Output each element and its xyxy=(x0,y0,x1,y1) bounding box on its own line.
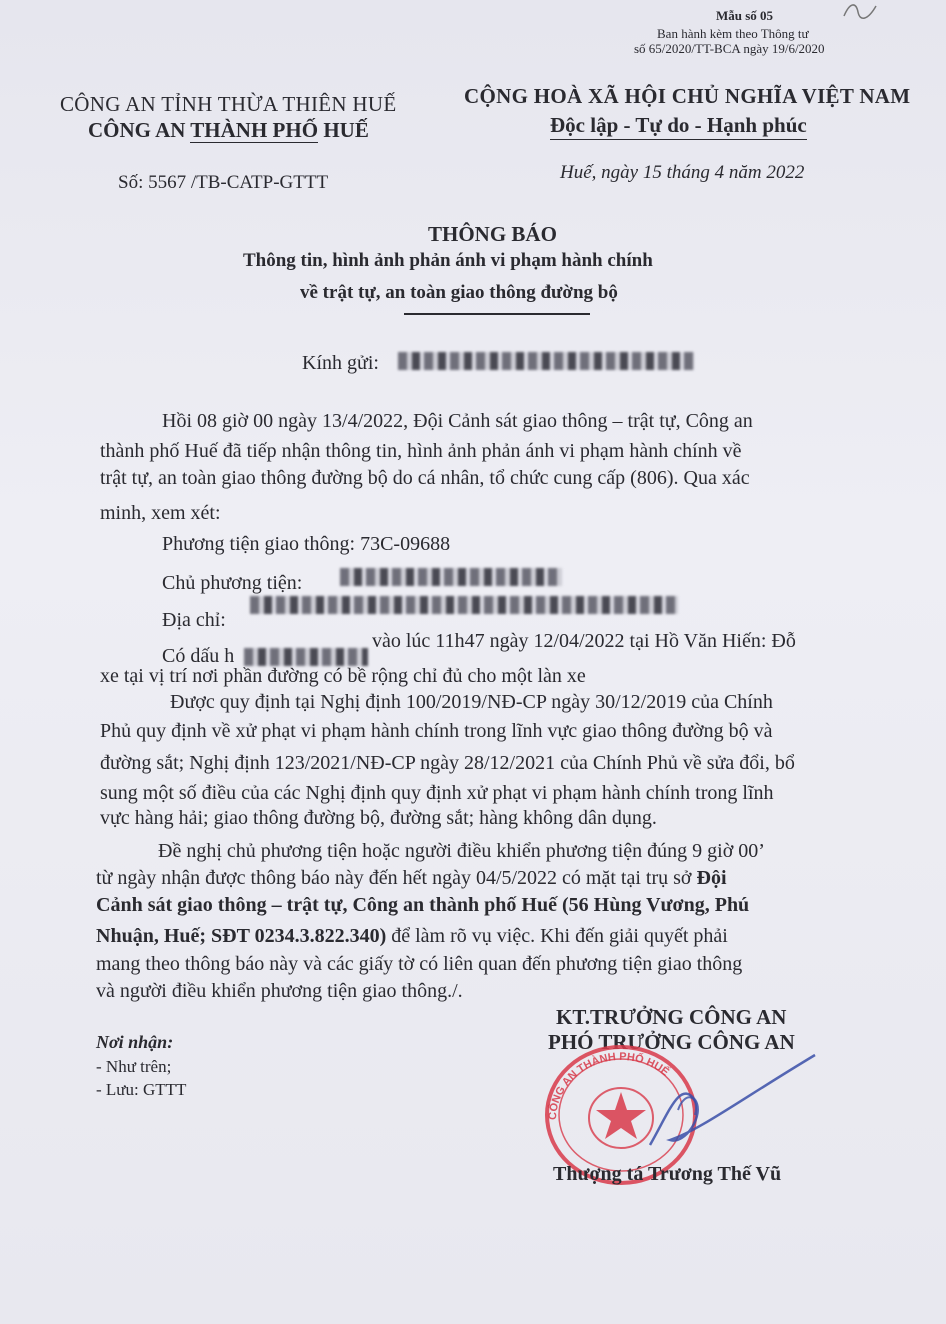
signature-title-2: PHÓ TRƯỞNG CÔNG AN xyxy=(548,1030,795,1054)
paragraph-3-line: Đề nghị chủ phương tiện hoặc người điều khiển phương tiện đúng 9 giờ 00’ xyxy=(158,840,765,862)
recipient-label: Kính gửi: xyxy=(302,352,379,374)
violation-line-end: vào lúc 11h47 ngày 12/04/2022 tại Hồ Văn Hiến: Đỗ xyxy=(372,630,796,652)
recipients-heading: Nơi nhận: xyxy=(96,1032,174,1052)
form-number: Mẫu số 05 xyxy=(716,8,774,23)
agency-name-underlined: THÀNH PHỐ xyxy=(190,118,319,142)
paragraph-2-line: Phủ quy định về xử phạt vi phạm hành chính trong lĩnh vực giao thông đường bộ và xyxy=(100,720,773,742)
paragraph-1-line: Hồi 08 giờ 00 ngày 13/4/2022, Đội Cảnh sát giao thông – trật tự, Công an xyxy=(162,410,753,432)
redacted-address xyxy=(250,596,678,614)
owner-label: Chủ phương tiện: xyxy=(162,572,303,594)
violation-description: xe tại vị trí nơi phần đường có bề rộng chỉ đủ cho một làn xe xyxy=(100,665,586,687)
paragraph-3-line: và người điều khiển phương tiện giao thông./. xyxy=(96,980,463,1002)
seal-text: CÔNG AN THÀNH PHỐ HUẾ xyxy=(546,1050,672,1121)
document-number: Số: 5567 /TB-CATP-GTTT xyxy=(118,172,329,193)
paragraph-3-line xyxy=(96,867,727,890)
paragraph-3-line xyxy=(96,925,728,948)
parent-agency: CÔNG AN TỈNH THỪA THIÊN HUẾ xyxy=(60,92,397,116)
paragraph-1-line: minh, xem xét: xyxy=(100,502,221,524)
redacted-recipient xyxy=(398,352,694,370)
recipient-item: - Như trên; xyxy=(96,1057,172,1076)
subtitle-underline xyxy=(404,313,590,315)
redacted-violation-type xyxy=(244,648,368,666)
national-motto: Độc lập - Tự do - Hạnh phúc xyxy=(550,113,807,140)
handwritten-mark xyxy=(840,0,880,22)
paragraph-3-text: từ ngày nhận được thông báo này đến hết ngày 04/5/2022 có mặt tại trụ sở xyxy=(96,867,697,889)
agency-name-pre: CÔNG AN xyxy=(88,118,191,142)
national-title: CỘNG HOÀ XÃ HỘI CHỦ NGHĨA VIỆT NAM xyxy=(464,84,911,108)
address-label: Địa chỉ: xyxy=(162,609,226,631)
signer-name: Thượng tá Trương Thế Vũ xyxy=(553,1163,782,1185)
recipient-item: - Lưu: GTTT xyxy=(96,1080,187,1099)
paragraph-3-line-bold: Cảnh sát giao thông – trật tự, Công an thành phố Huế (56 Hùng Vương, Phú xyxy=(96,894,750,916)
redacted-owner xyxy=(340,568,562,586)
paragraph-3-line: mang theo thông báo này và các giấy tờ có liên quan đến phương tiện giao thông xyxy=(96,953,743,975)
paragraph-2-line: Được quy định tại Nghị định 100/2019/NĐ-CP ngày 30/12/2019 của Chính xyxy=(170,691,773,713)
issuing-agency xyxy=(88,118,369,143)
document-subtitle-1: Thông tin, hình ảnh phản ánh vi phạm hành chính xyxy=(243,250,653,271)
handwritten-signature xyxy=(640,1050,820,1160)
paragraph-3-text: để làm rõ vụ việc. Khi đến giải quyết phải xyxy=(386,925,728,947)
vehicle-plate: Phương tiện giao thông: 73C-09688 xyxy=(162,533,451,555)
violation-line-start: Có dấu h xyxy=(162,645,235,667)
place-date: Huế, ngày 15 tháng 4 năm 2022 xyxy=(560,162,805,183)
paragraph-1-line: thành phố Huế đã tiếp nhận thông tin, hình ảnh phản ánh vi phạm hành chính về xyxy=(100,440,742,462)
signature-title-1: KT.TRƯỞNG CÔNG AN xyxy=(556,1005,787,1029)
agency-name-post: HUẾ xyxy=(318,118,369,142)
contact-address-phone: Nhuận, Huế; SĐT 0234.3.822.340) xyxy=(96,925,387,947)
form-note: Ban hành kèm theo Thông tư xyxy=(657,26,809,41)
paragraph-1-line: trật tự, an toàn giao thông đường bộ do cá nhân, tổ chức cung cấp (806). Qua xác xyxy=(100,467,750,489)
paragraph-2-line: vực hàng hải; giao thông đường bộ, đường sắt; hàng không dân dụng. xyxy=(100,807,657,829)
paragraph-2-line: sung một số điều của các Nghị định quy định xử phạt vi phạm hành chính trong lĩnh xyxy=(100,782,774,804)
document-title: THÔNG BÁO xyxy=(428,222,557,246)
document-subtitle-2: về trật tự, an toàn giao thông đường bộ xyxy=(300,282,618,303)
form-note-circular: số 65/2020/TT-BCA ngày 19/6/2020 xyxy=(634,41,825,56)
paragraph-3-bold: Đội xyxy=(696,867,727,889)
paragraph-2-line: đường sắt; Nghị định 123/2021/NĐ-CP ngày 28/12/2021 của Chính Phủ về sửa đổi, bổ xyxy=(100,752,795,774)
